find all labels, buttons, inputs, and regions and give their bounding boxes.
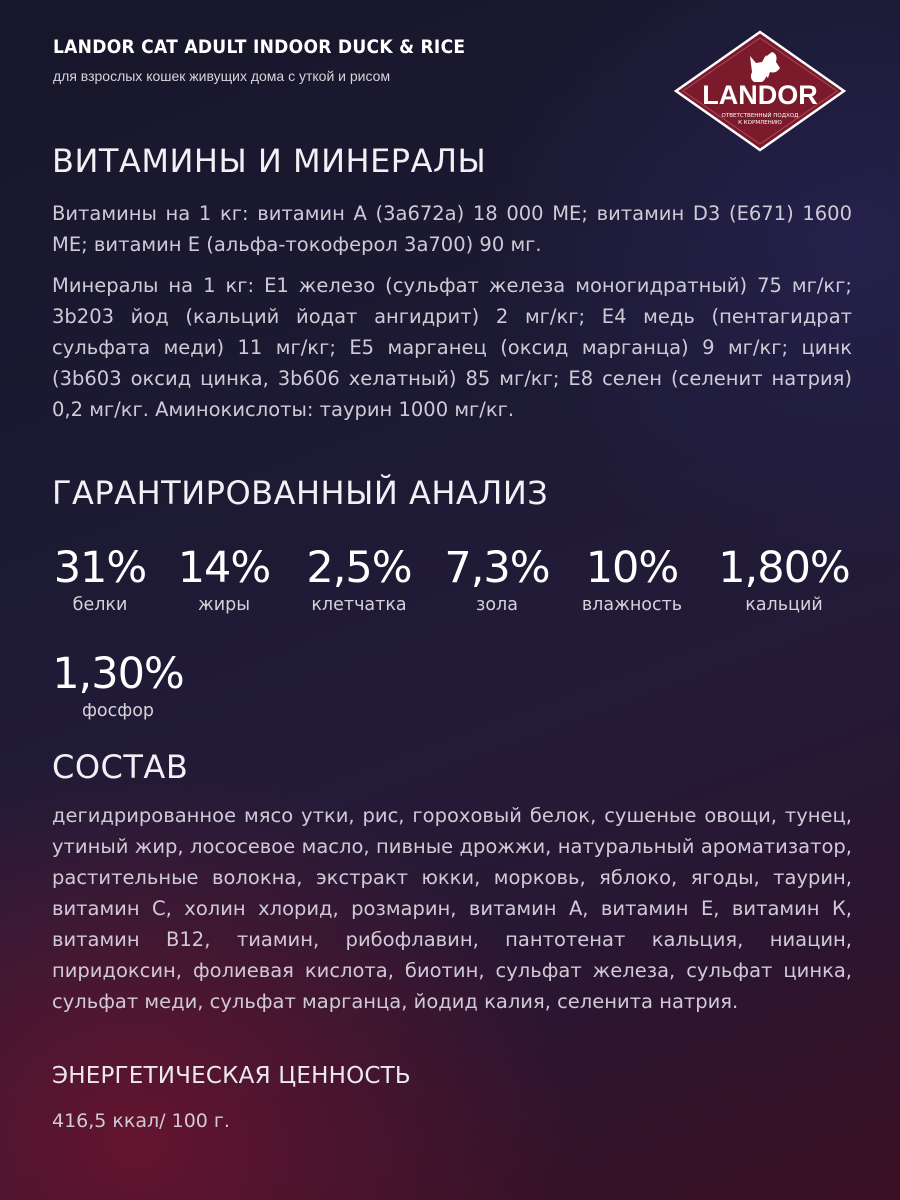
logo-tagline-line1: ОТВЕТСТВЕННЫЙ ПОДХОД [721, 113, 799, 119]
analysis-item-fiber [298, 542, 420, 616]
minerals-text: Минералы на 1 кг: Е1 железо (сульфат железа моногидратный) 75 мг/кг; 3b203 йод (кальций йодат ангидрит) 2 мг/кг; Е4 медь (пентагидрат сульфата меди) 11 мг/кг; Е5 марганец (оксид марганца) 9 мг/кг; цинк (3b603 оксид цинка, 3b606 хелатный) 85 мг/кг; Е8 селен (селенит натрия) 0,2 мг/кг. Аминокислоты: таурин 1000 мг/кг. [52, 274, 852, 421]
analysis-item-calcium [712, 542, 856, 616]
logo-tagline-line2: К КОРМЛЕНИЮ [738, 120, 782, 126]
landor-logo [672, 28, 848, 154]
analysis-label: клетчатка [311, 595, 407, 615]
analysis-item-phosphorus [46, 648, 190, 722]
product-subtitle: для взрослых кошек живущих дома с уткой и рисом [53, 68, 391, 84]
analysis-value: 14% [177, 543, 271, 593]
composition-text: дегидрированное мясо утки, рис, гороховый белок, сушеные овощи, тунец, утиный жир, лососевое масло, пивные дрожжи, натуральный ароматизатор, растительные волокна, экстракт юкки, морковь, яблоко, ягоды, таурин, витамин С, холин хлорид, розмарин, витамин А, витамин Е, витамин К, витамин В12, тиамин, рибофлавин, пантотенат кальция, ниацин, пиридоксин, фолиевая кислота, биотин, сульфат железа, сульфат цинка, сульфат меди, сульфат марганца, йодид калия, селенита натрия. [52, 804, 852, 1013]
analysis-value: 1,80% [718, 543, 850, 593]
analysis-value: 7,3% [444, 543, 550, 593]
energy-value: 416,5 ккал/ 100 г. [52, 1110, 230, 1132]
vitamins-text: Витамины на 1 кг: витамин А (3а672а) 18 000 МЕ; витамин D3 (Е671) 1600 МЕ; витамин Е (альфа-токоферол 3а700) 90 мг. [52, 202, 852, 256]
analysis-value: 31% [53, 543, 147, 593]
analysis-value: 2,5% [306, 543, 412, 593]
energy-heading: ЭНЕРГЕТИЧЕСКАЯ ЦЕННОСТЬ [52, 1063, 411, 1089]
analysis-item-protein [52, 542, 148, 616]
analysis-item-ash [440, 542, 554, 616]
analysis-label: фосфор [81, 701, 155, 721]
composition-heading: СОСТАВ [52, 748, 189, 786]
analysis-item-fat [175, 542, 273, 616]
analysis-label: кальций [745, 595, 823, 615]
analysis-label: зола [476, 595, 518, 615]
analysis-label: влажность [581, 595, 683, 615]
analysis-value: 10% [585, 543, 679, 593]
analysis-label: белки [72, 595, 128, 615]
product-title: LANDOR CAT ADULT INDOOR DUCK & RICE [53, 36, 466, 58]
logo-brand-text: LANDOR [702, 80, 818, 110]
analysis-heading: ГАРАНТИРОВАННЫЙ АНАЛИЗ [52, 474, 549, 512]
analysis-item-moisture [570, 542, 694, 616]
analysis-value: 1,30% [52, 649, 184, 699]
vitamins-heading: ВИТАМИНЫ И МИНЕРАЛЫ [52, 142, 487, 180]
analysis-label: жиры [197, 595, 251, 615]
